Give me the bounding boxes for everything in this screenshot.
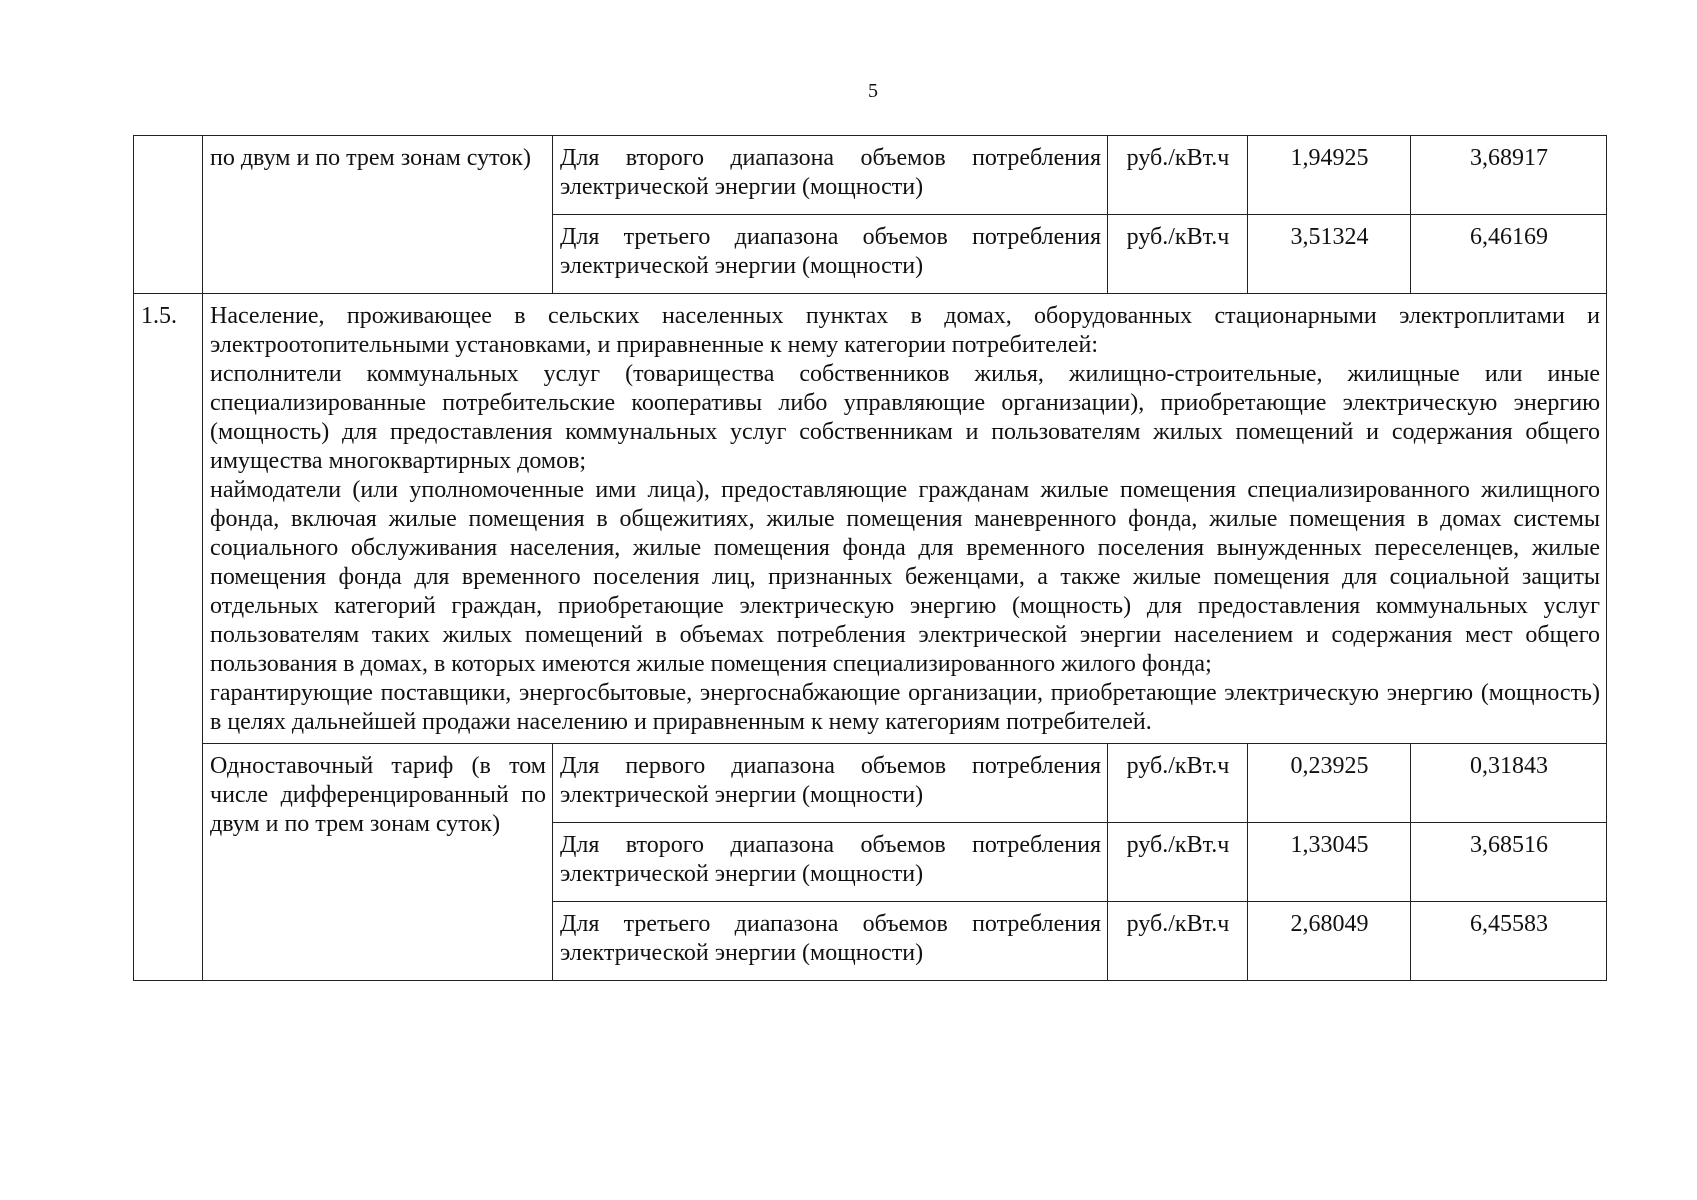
table-row (134, 136, 1607, 215)
number-cell-empty (134, 136, 203, 294)
description-paragraph: наймодатели (или уполномоченные ими лица), предоставляющие гражданам жилые помещения специализированного жилищного фонда, включая жилые помещения в общежитиях, жилые помещения маневренного фонда, жилые помещения в домах системы социального обслуживания населения, жилые помещения фонда для временного поселения вынужденных переселенцев, жилые помещения фонда для временного поселения лиц, признанных беженцами, а также жилые помещения для социальной защиты отдельных категорий граждан, приобретающие электрическую энергию (мощность) для предоставления коммунальных услуг пользователям таких жилых помещений в объемах потребления электрической энергии населением и содержания мест общего пользования в домах, в которых имеются жилые помещения специализированного жилого фонда; (210, 477, 1600, 677)
value1-cell: 0,23925 (1248, 744, 1411, 823)
value1-cell: 1,94925 (1248, 136, 1411, 215)
range-cell: Для третьего диапазона объемов потребления электрической энергии (мощности) (553, 902, 1108, 981)
unit-cell: руб./кВт.ч (1108, 744, 1248, 823)
page-number: 5 (868, 80, 878, 102)
table-row (134, 744, 1607, 823)
tariff-table (133, 135, 1607, 981)
unit-cell: руб./кВт.ч (1108, 215, 1248, 294)
description-paragraph: исполнители коммунальных услуг (товарищества собственников жилья, жилищно-строительные, жилищные или иные специализированные потребительские кооперативы либо управляющие организации), приобретающие электрическую энергию (мощность) для предоставления коммунальных услуг собственникам и пользователям жилых помещений и содержания общего имущества многоквартирных домов; (210, 361, 1600, 474)
unit-cell: руб./кВт.ч (1108, 136, 1248, 215)
tariff-label-cell: по двум и по трем зонам суток) (203, 136, 553, 294)
unit-cell: руб./кВт.ч (1108, 902, 1248, 981)
value2-cell: 3,68516 (1411, 823, 1607, 902)
range-cell: Для первого диапазона объемов потребления электрической энергии (мощности) (553, 744, 1108, 823)
value2-cell: 6,45583 (1411, 902, 1607, 981)
section-number: 1.5. (134, 294, 203, 981)
unit-cell: руб./кВт.ч (1108, 823, 1248, 902)
value2-cell: 6,46169 (1411, 215, 1607, 294)
section-description-row (134, 294, 1607, 744)
range-cell: Для третьего диапазона объемов потребления электрической энергии (мощности) (553, 215, 1108, 294)
value2-cell: 3,68917 (1411, 136, 1607, 215)
tariff-label-cell: Одноставочный тариф (в том числе дифференцированный по двум и по трем зонам суток) (203, 744, 553, 981)
range-cell: Для второго диапазона объемов потребления электрической энергии (мощности) (553, 823, 1108, 902)
value1-cell: 2,68049 (1248, 902, 1411, 981)
description-paragraph: гарантирующие поставщики, энергосбытовые, энергоснабжающие организации, приобретающие электрическую энергию (мощность) в целях дальнейшей продажи населению и приравненным к нему категориям потребителей. (210, 680, 1600, 735)
section-description (203, 294, 1607, 744)
value1-cell: 1,33045 (1248, 823, 1411, 902)
description-paragraph: Население, проживающее в сельских населенных пунктах в домах, оборудованных стационарными электроплитами и электроотопительными установками, и приравненные к нему категории потребителей: (210, 303, 1600, 358)
range-cell: Для второго диапазона объемов потребления электрической энергии (мощности) (553, 136, 1108, 215)
value1-cell: 3,51324 (1248, 215, 1411, 294)
value2-cell: 0,31843 (1411, 744, 1607, 823)
